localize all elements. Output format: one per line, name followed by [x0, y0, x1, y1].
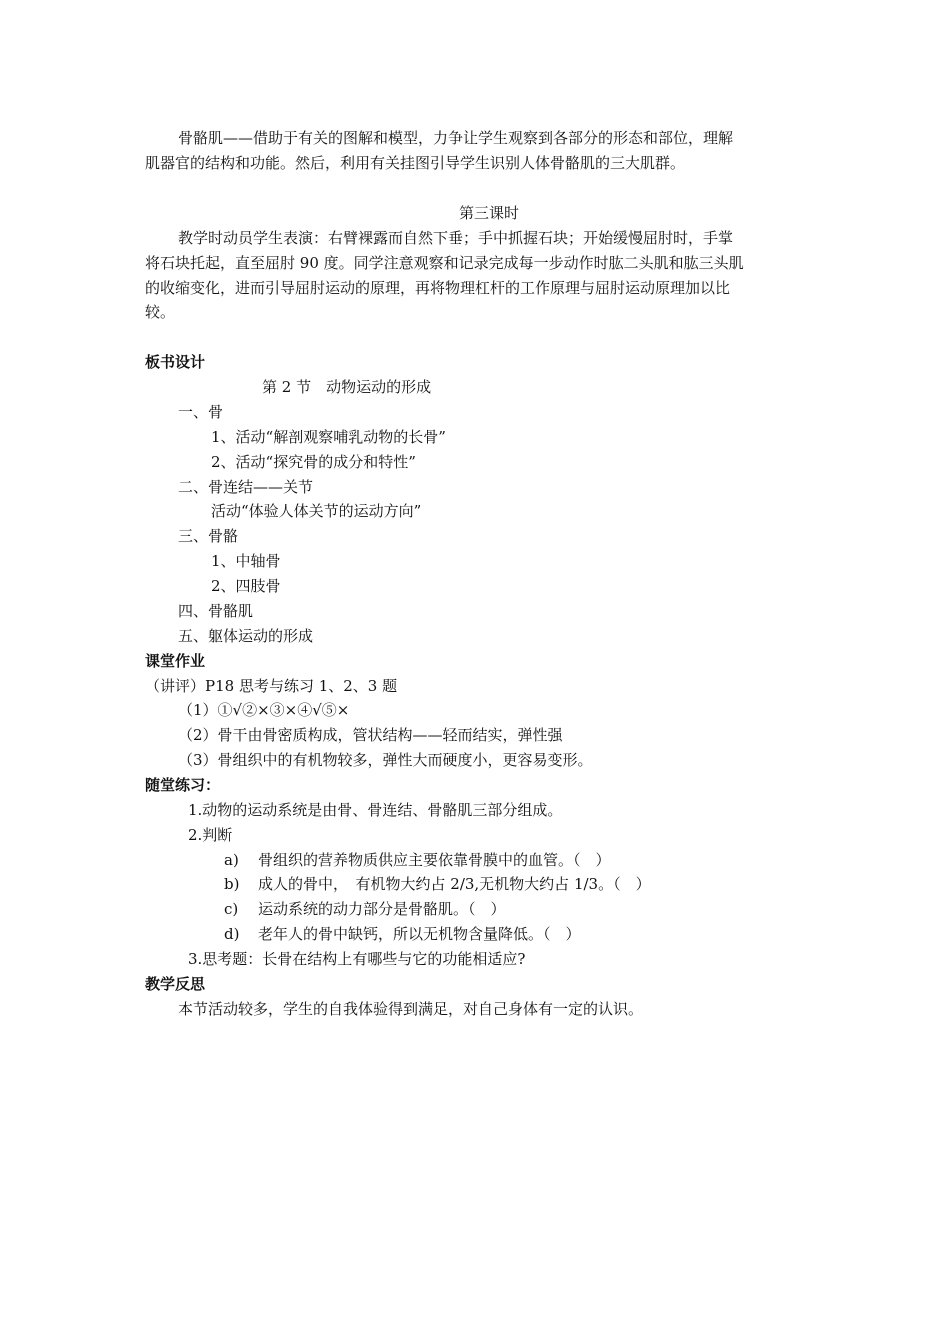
practice-q2: 2.判断	[188, 826, 233, 844]
lesson3-line-3: 的收缩变化，进而引导屈肘运动的原理，再将物理杠杆的工作原理与屈肘运动原理加以比	[145, 279, 731, 297]
practice-sub-label: c)	[224, 900, 239, 918]
board-item: 2、活动“探究骨的成分和特性”	[211, 453, 416, 471]
lesson3-line-1: 教学时动员学生表演：右臂裸露而自然下垂；手中抓握石块；开始缓慢屈肘时，手掌	[178, 229, 734, 247]
board-item: 二、骨连结——关节	[178, 478, 314, 496]
board-item: 1、活动“解剖观察哺乳动物的长骨”	[211, 428, 446, 446]
homework-line: （3）骨组织中的有机物较多，弹性大而硬度小，更容易变形。	[178, 751, 593, 769]
board-heading: 板书设计	[145, 353, 206, 371]
practice-sub-text: 成人的骨中， 有机物大约占 2/3,无机物大约占 1/3。（ ）	[258, 875, 651, 893]
lesson3-title: 第三课时	[459, 204, 520, 222]
practice-sub-text: 老年人的骨中缺钙，所以无机物含量降低。（ ）	[258, 925, 581, 943]
homework-line: （1）①√②×③×④√⑤×	[178, 701, 350, 719]
practice-q1: 1.动物的运动系统是由骨、骨连结、骨骼肌三部分组成。	[188, 801, 563, 819]
board-title: 第 2 节 动物运动的形成	[262, 378, 432, 396]
practice-sub-text: 骨组织的营养物质供应主要依靠骨膜中的血管。（ ）	[258, 851, 611, 869]
lesson3-line-4: 较。	[145, 303, 176, 321]
reflection-heading: 教学反思	[145, 975, 206, 993]
homework-line: （讲评）P18 思考与练习 1、2、3 题	[145, 677, 398, 695]
intro-line-2: 肌器官的结构和功能。然后，利用有关挂图引导学生识别人体骨骼肌的三大肌群。	[145, 154, 686, 172]
reflection-text: 本节活动较多，学生的自我体验得到满足，对自己身体有一定的认识。	[178, 1000, 644, 1018]
intro-line-1: 骨骼肌——借助于有关的图解和模型，力争让学生观察到各部分的形态和部位，理解	[178, 129, 734, 147]
board-item: 一、骨	[178, 403, 224, 421]
practice-sub-label: a)	[224, 851, 239, 869]
board-item: 四、骨骼肌	[178, 602, 254, 620]
board-item: 五、躯体运动的形成	[178, 627, 314, 645]
practice-q3: 3.思考题：长骨在结构上有哪些与它的功能相适应?	[188, 950, 526, 968]
board-item: 三、骨骼	[178, 527, 239, 545]
board-item: 1、中轴骨	[211, 552, 281, 570]
board-item: 活动“体验人体关节的运动方向”	[211, 502, 422, 520]
practice-heading: 随堂练习：	[145, 776, 221, 794]
practice-sub-label: b)	[224, 875, 240, 893]
practice-sub-text: 运动系统的动力部分是骨骼肌。（ ）	[258, 900, 506, 918]
homework-heading: 课堂作业	[145, 652, 206, 670]
practice-sub-label: d)	[224, 925, 240, 943]
lesson3-line-2: 将石块托起，直至屈肘 90 度。同学注意观察和记录完成每一步动作时肱二头肌和肱三头肌	[145, 254, 744, 272]
homework-line: （2）骨干由骨密质构成，管状结构——轻而结实，弹性强	[178, 726, 563, 744]
board-item: 2、四肢骨	[211, 577, 281, 595]
